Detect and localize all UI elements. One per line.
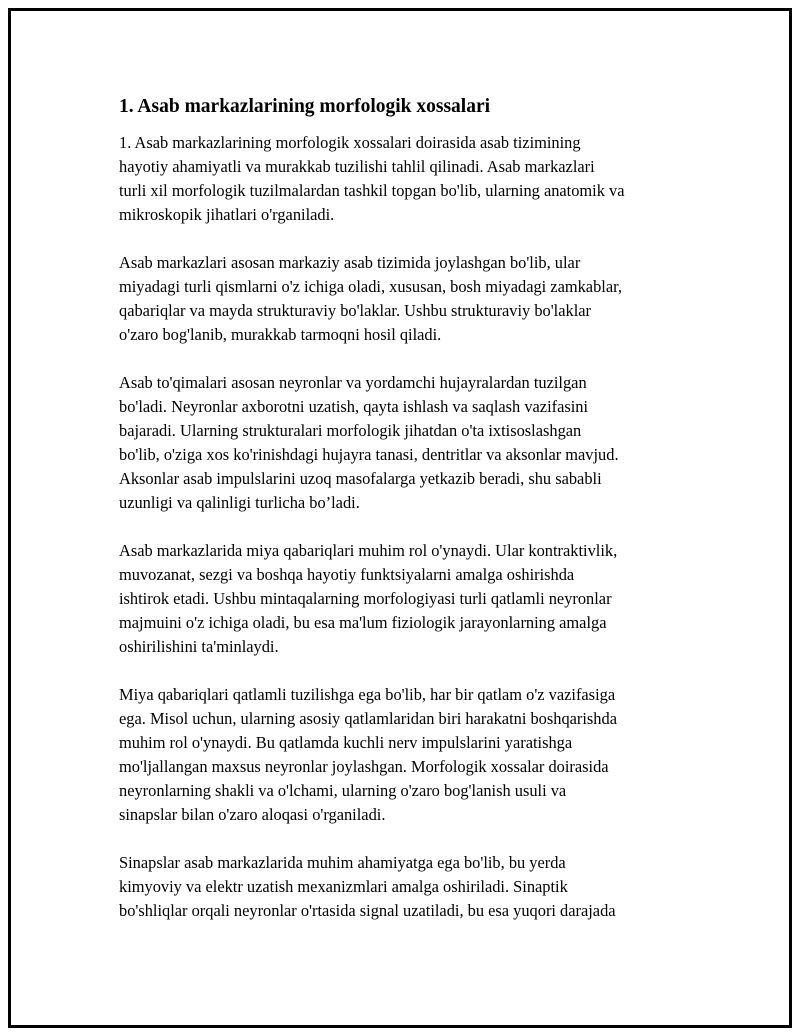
paragraph-1 — [119, 131, 699, 227]
text-line: sinapslar bilan o'zaro aloqasi o'rganiladi. — [119, 805, 386, 824]
text-line: mikroskopik jihatlari o'rganiladi. — [119, 205, 335, 224]
text-line: hayotiy ahamiyatli va murakkab tuzilishi tahlil qilinadi. Asab markazlari — [119, 157, 595, 176]
text-line: o'zaro bog'lanib, murakkab tarmoqni hosil qiladi. — [119, 325, 442, 344]
text-line: miyadagi turli qismlarni o'z ichiga oladi, xususan, bosh miyadagi zamkablar, — [119, 277, 623, 296]
paragraph-4 — [119, 539, 699, 659]
paragraph-2 — [119, 251, 699, 347]
text-line: bo'lib, o'ziga xos ko'rinishdagi hujayra tanasi, dentritlar va aksonlar mavjud. — [119, 445, 619, 464]
text-line: Asab to'qimalari asosan neyronlar va yordamchi hujayralardan tuzilgan — [119, 373, 587, 392]
text-line: Miya qabariqlari qatlamli tuzilishga ega bo'lib, har bir qatlam o'z vazifasiga — [119, 685, 616, 704]
text-line: mo'ljallangan maxsus neyronlar joylashgan. Morfologik xossalar doirasida — [119, 757, 609, 776]
paragraph-6 — [119, 851, 699, 923]
paragraph-3 — [119, 371, 699, 515]
document-title: 1. Asab markazlarining morfologik xossalari — [119, 96, 491, 117]
text-line: Sinapslar asab markazlarida muhim ahamiyatga ega bo'lib, bu yerda — [119, 853, 566, 872]
text-line: ega. Misol uchun, ularning asosiy qatlamlaridan biri harakatni boshqarishda — [119, 709, 617, 728]
text-line: Asab markazlarida miya qabariqlari muhim rol o'ynaydi. Ular kontraktivlik, — [119, 541, 618, 560]
paragraph-5 — [119, 683, 699, 827]
text-line: uzunligi va qalinligi turlicha bo’ladi. — [119, 493, 360, 512]
text-line: kimyoviy va elektr uzatish mexanizmlari amalga oshiriladi. Sinaptik — [119, 877, 568, 896]
text-line: bo'shliqlar orqali neyronlar o'rtasida signal uzatiladi, bu esa yuqori darajada — [119, 901, 616, 920]
text-line: bo'ladi. Neyronlar axborotni uzatish, qayta ishlash va saqlash vazifasini — [119, 397, 589, 416]
document-page — [8, 8, 792, 1028]
text-line: 1. Asab markazlarining morfologik xossalari doirasida asab tizimining — [119, 133, 581, 152]
text-line: Aksonlar asab impulslarini uzoq masofalarga yetkazib beradi, shu sababli — [119, 469, 602, 488]
document-body — [119, 95, 699, 947]
text-line: ishtirok etadi. Ushbu mintaqalarning morfologiyasi turli qatlamli neyronlar — [119, 589, 612, 608]
text-line: neyronlarning shakli va o'lchami, ularning o'zaro bog'lanish usuli va — [119, 781, 567, 800]
text-line: muhim rol o'ynaydi. Bu qatlamda kuchli nerv impulslarini yaratishga — [119, 733, 573, 752]
text-line: oshirilishini ta'minlaydi. — [119, 637, 279, 656]
text-line: turli xil morfologik tuzilmalardan tashkil topgan bo'lib, ularning anatomik va — [119, 181, 625, 200]
text-line: bajaradi. Ularning strukturalari morfologik jihatdan o'ta ixtisoslashgan — [119, 421, 582, 440]
text-line: majmuini o'z ichiga oladi, bu esa ma'lum fiziologik jarayonlarning amalga — [119, 613, 607, 632]
text-line: Asab markazlari asosan markaziy asab tizimida joylashgan bo'lib, ular — [119, 253, 581, 272]
text-line: muvozanat, sezgi va boshqa hayotiy funktsiyalarni amalga oshirishda — [119, 565, 575, 584]
text-line: qabariqlar va mayda strukturaviy bo'laklar. Ushbu strukturaviy bo'laklar — [119, 301, 591, 320]
